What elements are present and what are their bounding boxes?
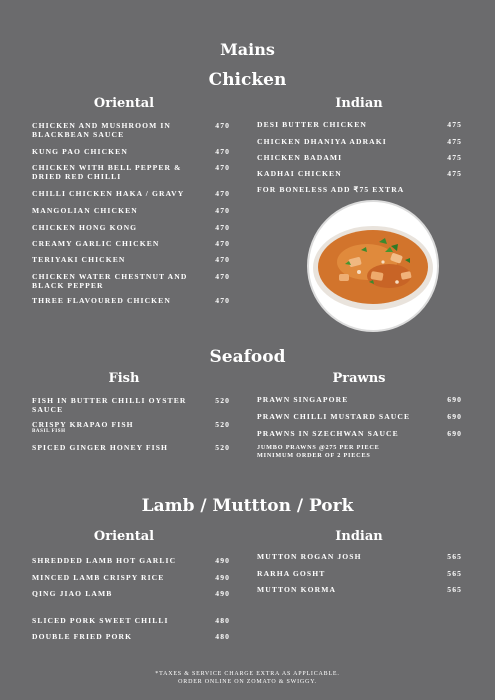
menu-item-name: CHICKEN AND MUSHROOM IN BLACKBEAN SAUCE: [32, 121, 171, 139]
menu-item-price: 690: [447, 429, 462, 438]
menu-item-name: KADHAI CHICKEN: [257, 169, 342, 178]
menu-item-price: 520: [215, 396, 230, 405]
menu-item-name: SPICED GINGER HONEY FISH: [32, 443, 169, 452]
menu-item-price: 470: [215, 272, 230, 281]
menu-item-price: 565: [447, 569, 462, 578]
menu-item-name: MUTTON ROGAN JOSH: [257, 552, 362, 561]
menu-item-price: 480: [215, 616, 230, 625]
menu-item-name: PRAWN SINGAPORE: [257, 395, 349, 404]
menu-item-price: 690: [447, 412, 462, 421]
subheading-fish: Fish: [108, 371, 140, 386]
menu-item-price: 475: [447, 153, 462, 162]
section-title-seafood: Seafood: [209, 347, 286, 367]
page-title: Mains: [220, 40, 275, 59]
subheading-chicken-indian: Indian: [335, 96, 383, 111]
tax-note: *TAXES & SERVICE CHARGE EXTRA AS APPLICABLE.: [155, 671, 340, 677]
menu-item-price: 470: [215, 206, 230, 215]
menu-item-price: 470: [215, 296, 230, 305]
menu-item-name: DOUBLE FRIED PORK: [32, 632, 133, 641]
menu-item-name: PRAWN CHILLI MUSTARD SAUCE: [257, 412, 411, 421]
menu-item-price: 470: [215, 189, 230, 198]
section-title-lamb: Lamb / Muttton / Pork: [141, 496, 354, 516]
menu-item-price: 470: [215, 121, 230, 130]
subheading-chicken-oriental: Oriental: [93, 96, 155, 111]
order-online-note: ORDER ONLINE ON ZOMATO & SWIGGY.: [178, 679, 317, 685]
subheading-lamb-indian: Indian: [335, 529, 383, 544]
menu-item-price: 475: [447, 137, 462, 146]
menu-item-name: SHREDDED LAMB HOT GARLIC: [32, 556, 177, 565]
menu-item-name: CHICKEN DHANIYA ADRAKI: [257, 137, 387, 146]
subheading-prawns: Prawns: [332, 371, 386, 386]
dish-photo: [307, 200, 439, 332]
section-title-chicken: Chicken: [208, 70, 287, 90]
menu-item-price: 470: [215, 163, 230, 172]
menu-item-name: CHICKEN WITH BELL PEPPER & DRIED RED CHILLI: [32, 163, 182, 181]
menu-item-name: CHICKEN BADAMI: [257, 153, 343, 162]
menu-item-price: 520: [215, 443, 230, 452]
menu-item-name: SLICED PORK SWEET CHILLI: [32, 616, 169, 625]
menu-item-price: 470: [215, 223, 230, 232]
menu-item-name: THREE FLAVOURED CHICKEN: [32, 296, 171, 305]
menu-item-price: 475: [447, 120, 462, 129]
menu-item-price: 470: [215, 147, 230, 156]
menu-item-name: CHICKEN WATER CHESTNUT AND BLACK PEPPER: [32, 272, 188, 290]
menu-item-name: PRAWNS IN SZECHWAN SAUCE: [257, 429, 399, 438]
menu-item-price: 565: [447, 585, 462, 594]
footer-note: [0, 670, 495, 686]
menu-item-name: MINCED LAMB CRISPY RICE: [32, 573, 165, 582]
subheading-lamb-oriental: Oriental: [93, 529, 155, 544]
menu-item-name: CREAMY GARLIC CHICKEN: [32, 239, 160, 248]
minimum-order: MINIMUM ORDER OF 2 PIECES: [257, 452, 371, 459]
menu-item-price: 690: [447, 395, 462, 404]
menu-item-name: KUNG PAO CHICKEN: [32, 147, 128, 156]
menu-item-name: MUTTON KORMA: [257, 585, 337, 594]
menu-item-name: RARHA GOSHT: [257, 569, 326, 578]
menu-item-name: QING JIAO LAMB: [32, 589, 113, 598]
boneless-note: FOR BONELESS ADD ₹75 EXTRA: [257, 185, 405, 194]
menu-item-name: TERIYAKI CHICKEN: [32, 255, 126, 264]
menu-item-name: DESI BUTTER CHICKEN: [257, 120, 367, 129]
menu-item-price: 490: [215, 573, 230, 582]
menu-item-name: CHICKEN HONG KONG: [32, 223, 138, 232]
menu-item-price: 490: [215, 589, 230, 598]
menu-item-price: 480: [215, 632, 230, 641]
menu-item-price: 565: [447, 552, 462, 561]
menu-item-price: 470: [215, 239, 230, 248]
jumbo-prawns-price: JUMBO PRAWNS @275 PER PIECE: [257, 444, 380, 451]
menu-item-name: FISH IN BUTTER CHILLI OYSTER SAUCE: [32, 396, 187, 414]
menu-item-title: CRISPY KRAPAO FISH: [32, 420, 134, 429]
menu-item-price: 470: [215, 255, 230, 264]
menu-item-subtitle: BASIL FISH: [32, 429, 66, 434]
menu-item-price: 490: [215, 556, 230, 565]
jumbo-prawns-note: [257, 444, 457, 460]
curry-bowl-image: [309, 202, 437, 330]
menu-item-name: MANGOLIAN CHICKEN: [32, 206, 138, 215]
menu-item-price: 520: [215, 420, 230, 429]
menu-item-price: 475: [447, 169, 462, 178]
menu-item-name: [32, 420, 197, 435]
menu-item-name: CHILLI CHICKEN HAKA / GRAVY: [32, 189, 185, 198]
